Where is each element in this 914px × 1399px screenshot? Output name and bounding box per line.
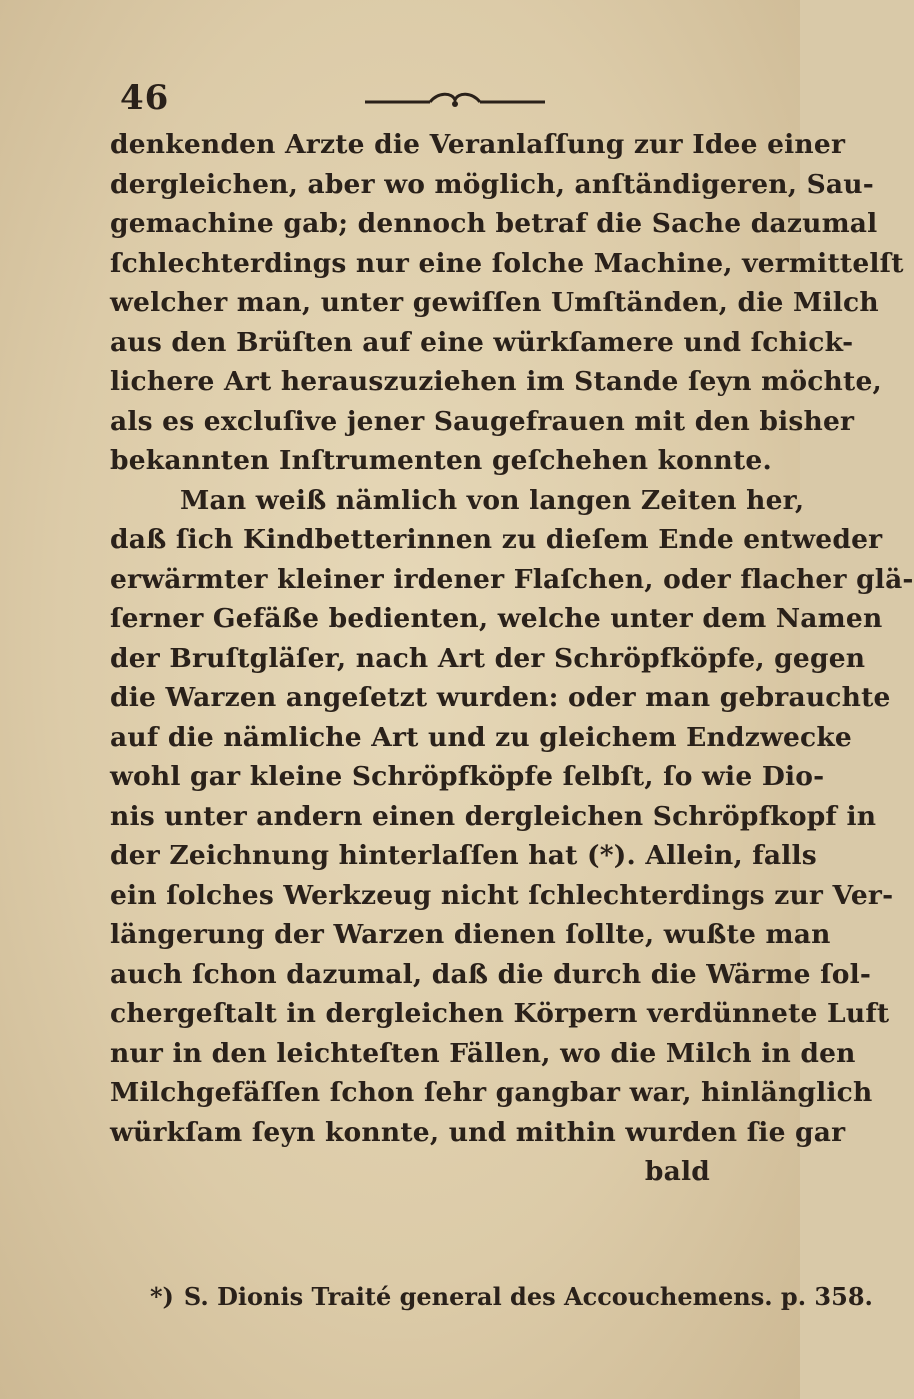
text-line: welcher man, unter gewiſſen Umſtänden, die Milch	[110, 287, 879, 318]
text-line: der Bruſtgläſer, nach Art der Schröpfköpfe, gegen	[110, 642, 866, 674]
footnote-marker: *)	[150, 1282, 174, 1311]
text-line: ein ſolches Werkzeug nicht ſchlechterdings zur Ver-	[110, 879, 894, 911]
text-line: nis unter andern einen dergleichen Schröpfkopf in	[110, 800, 877, 832]
text-line: längerung der Warzen dienen ſollte, wußte man	[110, 919, 831, 950]
text-line: denkenden Arzte die Veranlaſſung zur Idee einer	[110, 129, 846, 160]
text-line: Milchgefäſſen ſchon ſehr gangbar war, hinlänglich	[110, 1077, 873, 1108]
paragraph-start-line: Man weiß nämlich von langen Zeiten her,	[180, 484, 805, 516]
text-line: wohl gar kleine Schröpfköpfe ſelbſt, ſo wie Dio-	[110, 761, 825, 792]
text-line: lichere Art herauszuziehen im Stande ſeyn möchte,	[110, 366, 882, 397]
text-line: dergleichen, aber wo möglich, anſtändigeren, Sau-	[110, 168, 874, 200]
text-line: ſerner Gefäße bedienten, welche unter dem Namen	[110, 603, 883, 634]
text-line: als es excluſive jener Saugefrauen mit den bisher	[110, 405, 855, 437]
body-text	[110, 125, 914, 1192]
text-line: aus den Brüſten auf eine würkſamere und ſchick-	[110, 326, 854, 358]
text-line: nur in den leichteſten Fällen, wo die Milch in den	[110, 1037, 856, 1069]
text-line: auch ſchon dazumal, daß die durch die Wärme ſol-	[110, 958, 872, 990]
catchword: bald	[644, 1156, 710, 1187]
text-line: daß ſich Kindbetterinnen zu dieſem Ende entweder	[110, 524, 883, 555]
text-line: erwärmter kleiner irdener Flaſchen, oder flacher glä-	[110, 563, 914, 595]
text-line: der Zeichnung hinterlaſſen hat (*). Allein, falls	[110, 840, 817, 871]
text-line: ſchlechterdings nur eine ſolche Machine, vermittelſt	[110, 247, 904, 279]
text-line: würkſam ſeyn konnte, und mithin wurden ſie gar	[110, 1116, 846, 1148]
text-line: bekannten Inſtrumenten geſchehen konnte.	[110, 445, 772, 476]
text-line: die Warzen angeſetzt wurden: oder man gebrauchte	[110, 682, 891, 713]
page-number: 46	[120, 78, 170, 118]
text-line: gemachine gab; dennoch betraf die Sache dazumal	[110, 208, 878, 239]
text-line: auf die nämliche Art und zu gleichem Endzwecke	[110, 721, 852, 753]
header-ornament	[360, 88, 550, 112]
footnote-text: S. Dionis Traité general des Accouchemens. p. 358.	[183, 1282, 873, 1311]
footnote	[150, 1282, 873, 1311]
text-line: chergeſtalt in dergleichen Körpern verdünnete Luft	[110, 998, 890, 1029]
